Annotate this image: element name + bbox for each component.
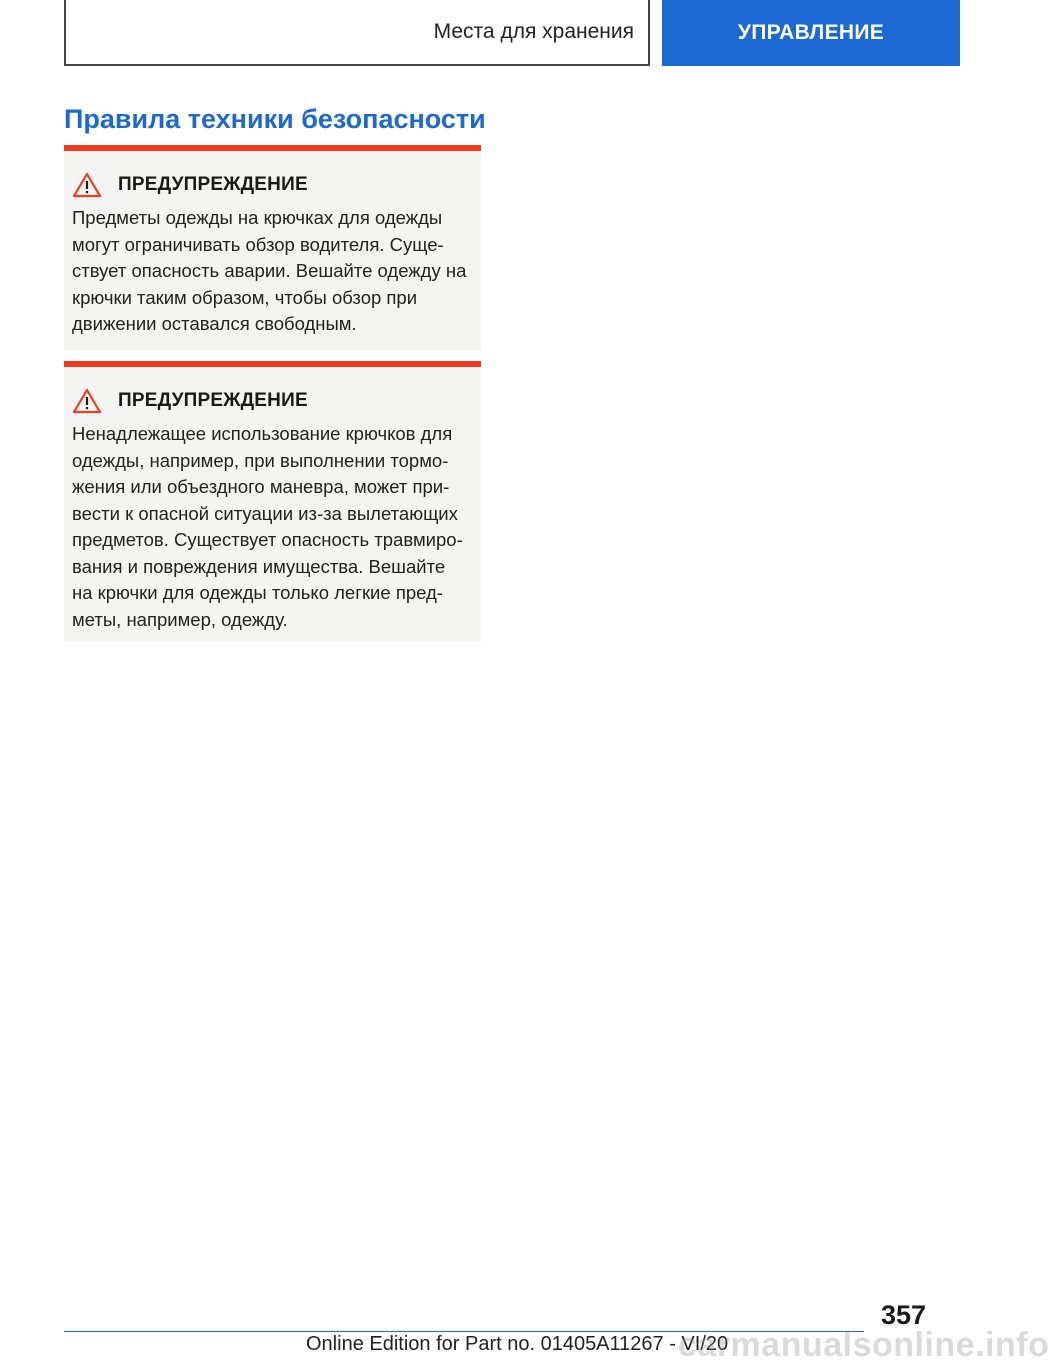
warning-text-line: одежды, например, при выполнении тормо-: [72, 449, 449, 471]
warning-text-line: крючки таким образом, чтобы обзор при: [72, 286, 418, 308]
warning-label: ПРЕДУПРЕЖДЕНИЕ: [118, 390, 308, 411]
footer-edition: Online Edition for Part no. 01405A11267 - VI/20: [306, 1333, 729, 1355]
warning-label: ПРЕДУПРЕЖДЕНИЕ: [118, 174, 308, 195]
warning-text: [72, 205, 471, 338]
warning-header: [72, 171, 471, 199]
warning-text-line: вести к опасной ситуации из-за вылетающих: [72, 502, 458, 524]
warning-triangle-icon: [72, 172, 102, 198]
header-section-tab: [64, 0, 650, 66]
warning-triangle-icon: [72, 388, 102, 414]
page-number: 357: [880, 1300, 926, 1330]
warning-box: [64, 361, 481, 642]
warning-text-line: меты, например, одежду.: [72, 608, 288, 630]
warning-text-line: могут ограничивать обзор водителя. Суще-: [72, 233, 444, 255]
warning-text-line: жения или объездного маневра, может при-: [72, 476, 450, 497]
warning-text-line: вания и повреждения имущества. Вешайте: [72, 555, 446, 577]
section-title: Правила техники безопасности: [64, 104, 486, 134]
warning-text-line: предметов. Существует опасность травмиро-: [72, 529, 463, 550]
warning-text-line: Ненадлежащее использование крючков для: [72, 423, 453, 444]
watermark: carmanualsonline.info: [678, 1326, 1049, 1364]
warning-text: [72, 421, 471, 633]
warning-header: [72, 387, 471, 415]
warning-text-line: ствует опасность аварии. Вешайте одежду на: [72, 260, 467, 281]
warning-text-line: Предметы одежды на крючках для одежды: [72, 207, 443, 228]
header-section-title: Места для хранения: [433, 20, 634, 43]
header-chapter-tab: [662, 0, 960, 66]
warning-text-line: на крючки для одежды только легкие пред-: [72, 582, 443, 603]
warning-box: [64, 145, 481, 350]
header-chapter-title: УПРАВЛЕНИЕ: [737, 21, 885, 44]
warning-text-line: движении оставался свободным.: [72, 313, 357, 334]
